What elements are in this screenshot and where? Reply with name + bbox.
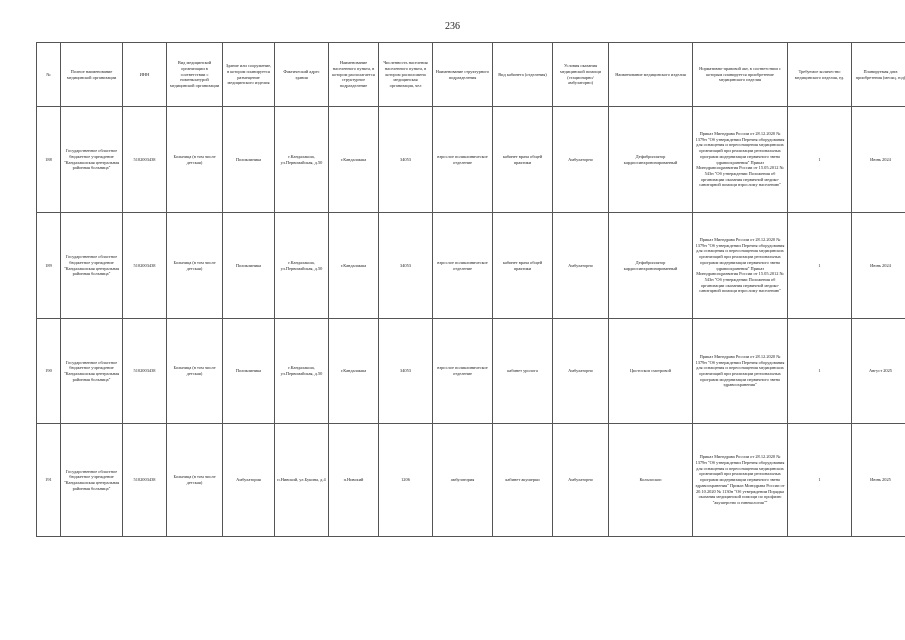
header-cell: ИНН [123, 43, 167, 107]
header-cell: Нормативно-правовой акт, в соответствии с которым планируется приобретение медицинского изделия [693, 43, 788, 107]
table-row [37, 319, 905, 424]
cell-organization: Государственное областное бюджетное учреждение "Кандалакшская центральная районная больница" [61, 107, 123, 213]
cell-quantity: 1 [788, 213, 852, 319]
cell-device: Дефибриллятор кардиосинхронизированный [609, 107, 693, 213]
table-row [37, 424, 905, 537]
cell-locality: г.Кандалакша [329, 213, 379, 319]
cell-building: Поликлиника [223, 213, 275, 319]
header-cell: Фактический адрес здания [275, 43, 329, 107]
header-cell: Наименование населенного пункта, в котором располагается структурное подразделение [329, 43, 379, 107]
cell-room: кабинет акушерки [493, 424, 553, 537]
cell-address: г.Кандалакша, ул.Первомайская, д.50 [275, 213, 329, 319]
cell-room: кабинет уролога [493, 319, 553, 424]
header-cell: Вид кабинета (отделения) [493, 43, 553, 107]
cell-locality: г.Кандалакша [329, 319, 379, 424]
cell-device: Кольпоскоп [609, 424, 693, 537]
header-cell: Здание или сооружение, в котором планируется размещение медицинского изделия [223, 43, 275, 107]
cell-address: г.Кандалакша, ул.Первомайская, д.50 [275, 319, 329, 424]
cell-normative-act: Приказ Минздрава России от 28.12.2020 № 1379н "Об утверждении Перечня оборудования для оснащения и переоснащения медицинских организаций при реализации региональных программ модернизации первичного звена здравоохранения" Приказ Минздравсоцразвития России от 15.05.2012 № 543н "Об утверждении Положения об организации оказания первичной медико-санитарной помощи взрослому населению" [693, 107, 788, 213]
cell-org-kind: Больница (в том числе детская) [167, 424, 223, 537]
cell-number: 191 [37, 424, 61, 537]
cell-building: Амбулатория [223, 424, 275, 537]
cell-inn: 5102003438 [123, 424, 167, 537]
cell-unit: взрослое поликлиническое отделение [433, 213, 493, 319]
header-cell: Наименование структурного подразделения [433, 43, 493, 107]
cell-locality: г.Кандалакша [329, 107, 379, 213]
header-cell: Наименование медицинского изделия [609, 43, 693, 107]
cell-unit: взрослое поликлиническое отделение [433, 107, 493, 213]
cell-device: Цистоскоп смотровой [609, 319, 693, 424]
table-row [37, 107, 905, 213]
cell-address: п.Нивский, ул.Букина, д.4 [275, 424, 329, 537]
header-cell: Полное наименование медицинской организации [61, 43, 123, 107]
equipment-table [36, 42, 905, 537]
cell-building: Поликлиника [223, 319, 275, 424]
cell-population: 34053 [379, 213, 433, 319]
header-cell: Требуемое количество медицинского изделия, ед. [788, 43, 852, 107]
cell-population: 34053 [379, 107, 433, 213]
cell-date: Август 2025 [852, 319, 905, 424]
header-cell: Планируемая дата приобретения (месяц, год) [852, 43, 905, 107]
page-number: 236 [445, 21, 460, 32]
cell-locality: п.Нивский [329, 424, 379, 537]
cell-conditions: Амбулаторно [553, 424, 609, 537]
cell-organization: Государственное областное бюджетное учреждение "Кандалакшская центральная районная больница" [61, 319, 123, 424]
cell-unit: амбулатория [433, 424, 493, 537]
cell-inn: 5102003438 [123, 107, 167, 213]
cell-conditions: Амбулаторно [553, 107, 609, 213]
table-header-row [37, 43, 905, 107]
cell-unit: взрослое поликлиническое отделение [433, 319, 493, 424]
cell-number: 188 [37, 107, 61, 213]
header-cell: № [37, 43, 61, 107]
cell-date: Июнь 2024 [852, 107, 905, 213]
cell-quantity: 1 [788, 319, 852, 424]
cell-room: кабинет врача общей практики [493, 107, 553, 213]
cell-org-kind: Больница (в том числе детская) [167, 107, 223, 213]
cell-quantity: 1 [788, 107, 852, 213]
header-cell: Условия оказания медицинской помощи (стационарно/ амбулаторно) [553, 43, 609, 107]
cell-date: Июнь 2025 [852, 424, 905, 537]
cell-population: 1206 [379, 424, 433, 537]
cell-conditions: Амбулаторно [553, 319, 609, 424]
cell-inn: 5102003438 [123, 213, 167, 319]
cell-number: 189 [37, 213, 61, 319]
cell-date: Июнь 2024 [852, 213, 905, 319]
cell-organization: Государственное областное бюджетное учреждение "Кандалакшская центральная районная больница" [61, 213, 123, 319]
cell-org-kind: Больница (в том числе детская) [167, 319, 223, 424]
cell-organization: Государственное областное бюджетное учреждение "Кандалакшская центральная районная больница" [61, 424, 123, 537]
cell-conditions: Амбулаторно [553, 213, 609, 319]
header-cell: Численность населения населенного пункта, в котором расположена медицинская организация, чел [379, 43, 433, 107]
cell-device: Дефибриллятор кардиосинхронизированный [609, 213, 693, 319]
header-cell: Вид медицинской организации в соответствии с номенклатурой медицинской организации [167, 43, 223, 107]
cell-org-kind: Больница (в том числе детская) [167, 213, 223, 319]
cell-address: г.Кандалакша, ул.Первомайская, д.50 [275, 107, 329, 213]
table-row [37, 213, 905, 319]
cell-normative-act: Приказ Минздрава России от 28.12.2020 № 1379н "Об утверждении Перечня оборудования для оснащения и переоснащения медицинских организаций при реализации региональных программ модернизации первичного звена здравоохранения" [693, 319, 788, 424]
cell-normative-act: Приказ Минздрава России от 28.12.2020 № 1379н "Об утверждении Перечня оборудования для оснащения и переоснащения медицинских организаций при реализации региональных программ модернизации первичного звена здравоохранения" Приказ Минздрава России от 20.10.2020 № 1130н "Об утверждении Порядка оказания медицинской помощи по профилю "акушерство и гинекология"" [693, 424, 788, 537]
cell-normative-act: Приказ Минздрава России от 28.12.2020 № 1379н "Об утверждении Перечня оборудования для оснащения и переоснащения медицинских организаций при реализации региональных программ модернизации первичного звена здравоохранения" Приказ Минздравсоцразвития России от 15.05.2012 № 543н "Об утверждении Положения об организации оказания первичной медико-санитарной помощи взрослому населению" [693, 213, 788, 319]
cell-building: Поликлиника [223, 107, 275, 213]
cell-quantity: 1 [788, 424, 852, 537]
cell-number: 190 [37, 319, 61, 424]
cell-population: 34053 [379, 319, 433, 424]
cell-room: кабинет врача общей практики [493, 213, 553, 319]
cell-inn: 5102003438 [123, 319, 167, 424]
